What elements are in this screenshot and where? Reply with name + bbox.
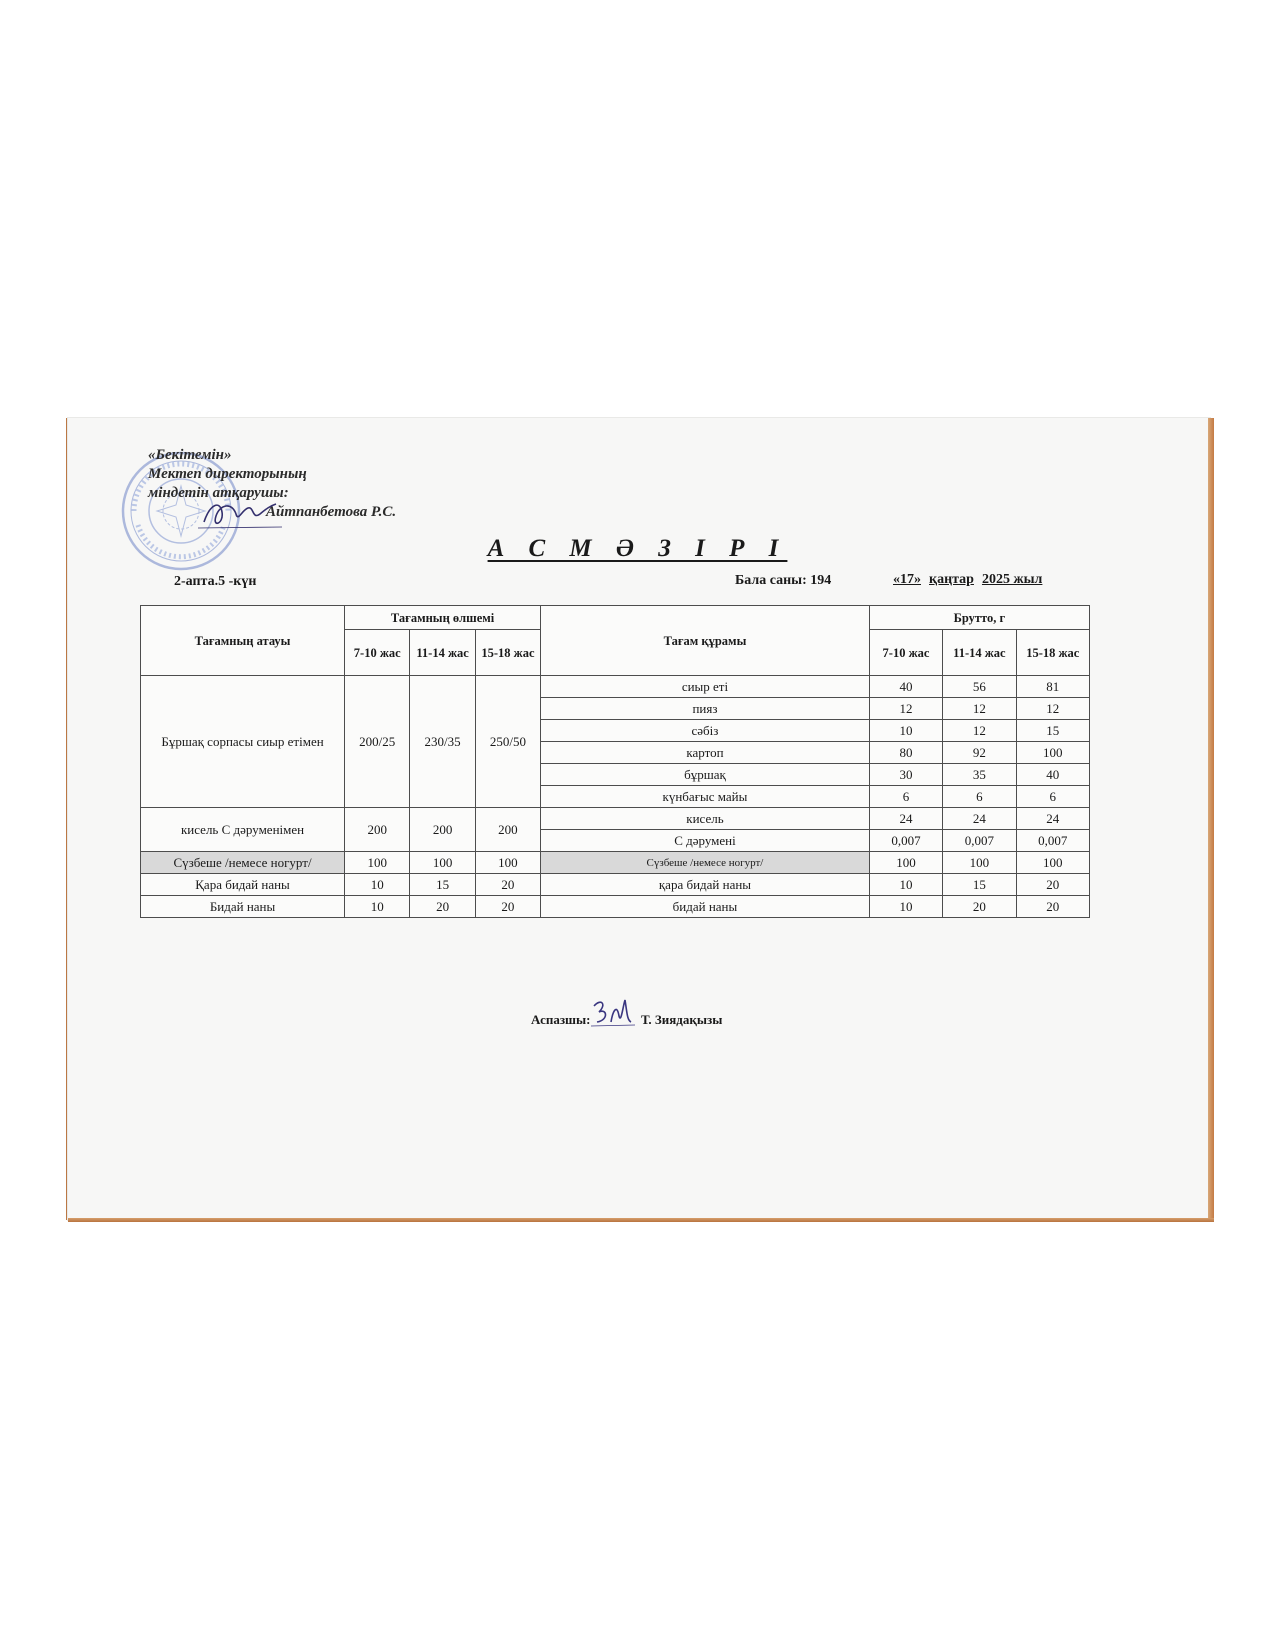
portion-11-14: 20 <box>410 896 475 918</box>
header-composition: Тағам құрамы <box>541 606 870 676</box>
brutto-11-14: 100 <box>943 852 1016 874</box>
approval-signer: Айтпанбетова Р.С. <box>266 504 397 520</box>
dish-name: кисель С дәруменімен <box>141 808 345 852</box>
portion-11-14: 100 <box>410 852 475 874</box>
brutto-11-14: 12 <box>943 720 1016 742</box>
portion-7-10: 10 <box>345 896 410 918</box>
date-day: «17» <box>893 572 921 587</box>
cook-name: Т. Зиядақызы <box>641 1012 723 1027</box>
brutto-11-14: 20 <box>943 896 1016 918</box>
brutto-7-10: 30 <box>869 764 942 786</box>
approval-line-3: міндетін атқарушы: <box>148 485 289 501</box>
header-dish-name: Тағамның атауы <box>141 606 345 676</box>
approval-line-1: «Бекітемін» <box>148 447 232 463</box>
table-row <box>141 676 1090 698</box>
brutto-15-18: 24 <box>1016 808 1089 830</box>
brutto-15-18: 6 <box>1016 786 1089 808</box>
week-day-label: 2-апта.5 -күн <box>174 574 257 589</box>
brutto-7-10: 6 <box>869 786 942 808</box>
dish-name: Бұршақ сорпасы сиыр етімен <box>141 676 345 808</box>
date-month: қаңтар <box>929 572 974 587</box>
brutto-7-10: 40 <box>869 676 942 698</box>
brutto-11-14: 56 <box>943 676 1016 698</box>
table-row <box>141 808 1090 830</box>
ingredient-name: күнбағыс майы <box>541 786 870 808</box>
brutto-7-10: 80 <box>869 742 942 764</box>
portion-7-10: 100 <box>345 852 410 874</box>
brutto-15-18: 15 <box>1016 720 1089 742</box>
brutto-11-14: 0,007 <box>943 830 1016 852</box>
brutto-15-18: 12 <box>1016 698 1089 720</box>
brutto-7-10: 10 <box>869 874 942 896</box>
brutto-15-18: 20 <box>1016 874 1089 896</box>
ingredient-name: сиыр еті <box>541 676 870 698</box>
document-title: А С М Ә З І Р І <box>487 535 788 562</box>
director-signature-icon <box>198 494 282 534</box>
photo-edge-bottom <box>68 1218 1214 1222</box>
ingredient-name: пияз <box>541 698 870 720</box>
brutto-11-14: 92 <box>943 742 1016 764</box>
approval-line-2: Мектеп директорының <box>148 466 307 482</box>
document-date <box>893 572 1042 588</box>
ingredient-name: бидай наны <box>541 896 870 918</box>
brutto-15-18: 100 <box>1016 742 1089 764</box>
portion-7-10: 10 <box>345 874 410 896</box>
header-brutto-11-14: 11-14 жас <box>943 630 1016 676</box>
brutto-7-10: 12 <box>869 698 942 720</box>
table-row <box>141 852 1090 874</box>
dish-name: Сүзбеше /немесе ногурт/ <box>141 852 345 874</box>
cook-label: Аспазшы: <box>531 1012 591 1027</box>
brutto-11-14: 35 <box>943 764 1016 786</box>
header-portion-15-18: 15-18 жас <box>475 630 540 676</box>
header-portion-11-14: 11-14 жас <box>410 630 475 676</box>
date-year: 2025 жыл <box>981 572 1043 587</box>
ingredient-name: С дәрумені <box>541 830 870 852</box>
portion-15-18: 20 <box>475 896 540 918</box>
table-row <box>141 874 1090 896</box>
ingredient-name: қара бидай наны <box>541 874 870 896</box>
brutto-7-10: 24 <box>869 808 942 830</box>
brutto-7-10: 10 <box>869 720 942 742</box>
brutto-7-10: 100 <box>869 852 942 874</box>
ingredient-name: бұршақ <box>541 764 870 786</box>
header-brutto-15-18: 15-18 жас <box>1016 630 1089 676</box>
brutto-15-18: 20 <box>1016 896 1089 918</box>
brutto-11-14: 6 <box>943 786 1016 808</box>
brutto-7-10: 0,007 <box>869 830 942 852</box>
brutto-15-18: 0,007 <box>1016 830 1089 852</box>
portion-7-10: 200 <box>345 808 410 852</box>
portion-11-14: 200 <box>410 808 475 852</box>
portion-11-14: 15 <box>410 874 475 896</box>
brutto-15-18: 40 <box>1016 764 1089 786</box>
portion-15-18: 250/50 <box>475 676 540 808</box>
cook-signature-icon <box>591 996 635 1030</box>
table-row <box>141 896 1090 918</box>
portion-7-10: 200/25 <box>345 676 410 808</box>
brutto-11-14: 24 <box>943 808 1016 830</box>
menu-table <box>140 605 1090 918</box>
brutto-11-14: 15 <box>943 874 1016 896</box>
ingredient-name: картоп <box>541 742 870 764</box>
header-brutto-7-10: 7-10 жас <box>869 630 942 676</box>
children-count: Бала саны: 194 <box>735 573 832 588</box>
ingredient-name: кисель <box>541 808 870 830</box>
portion-15-18: 100 <box>475 852 540 874</box>
dish-name: Қара бидай наны <box>141 874 345 896</box>
header-portion: Тағамның өлшемі <box>345 606 541 630</box>
portion-11-14: 230/35 <box>410 676 475 808</box>
brutto-11-14: 12 <box>943 698 1016 720</box>
portion-15-18: 200 <box>475 808 540 852</box>
dish-name: Бидай наны <box>141 896 345 918</box>
header-portion-7-10: 7-10 жас <box>345 630 410 676</box>
header-brutto: Брутто, г <box>869 606 1089 630</box>
ingredient-name: Сүзбеше /немесе ногурт/ <box>541 852 870 874</box>
brutto-15-18: 81 <box>1016 676 1089 698</box>
brutto-7-10: 10 <box>869 896 942 918</box>
portion-15-18: 20 <box>475 874 540 896</box>
brutto-15-18: 100 <box>1016 852 1089 874</box>
ingredient-name: сәбіз <box>541 720 870 742</box>
